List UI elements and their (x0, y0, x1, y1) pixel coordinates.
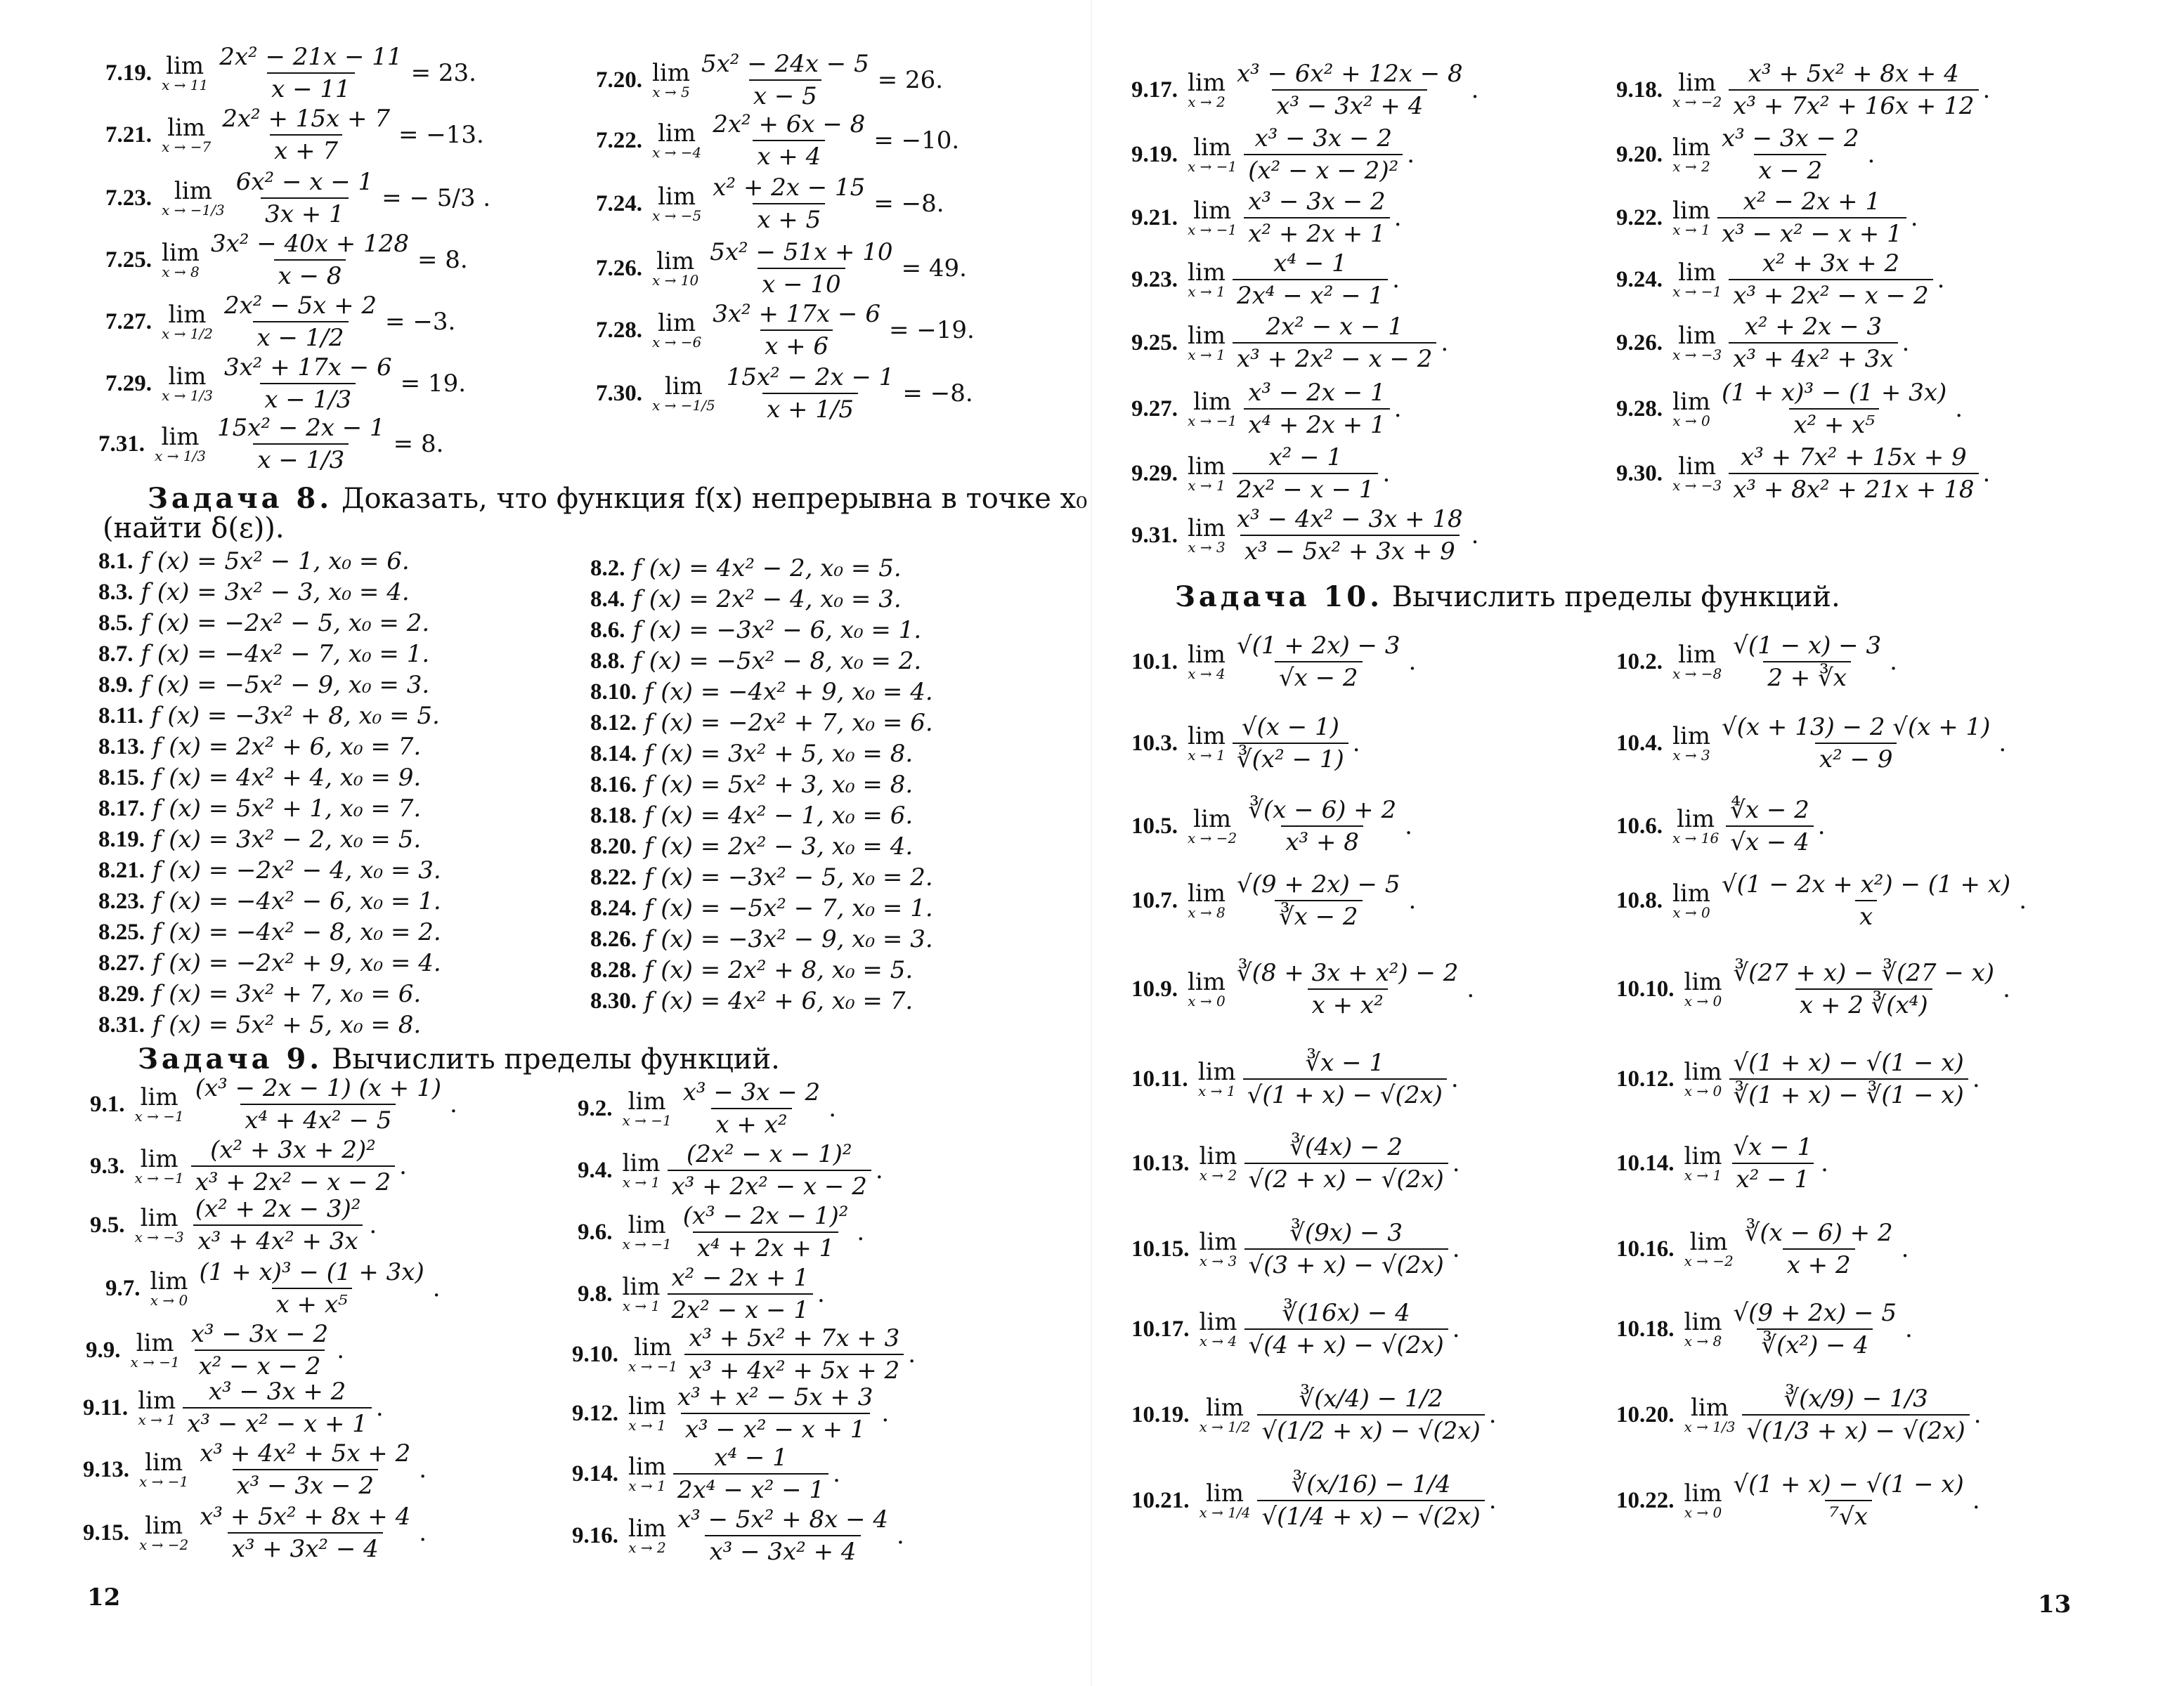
problem-8-4: 8.4. f (x) = 2x² − 4, x₀ = 3. (590, 585, 902, 613)
problem-10-13: 10.13. lim x → 2 ∛(4x) − 2 √(2 + x) − √(2x) . (1131, 1133, 1460, 1194)
problem-8-9: 8.9. f (x) = −5x² − 9, x₀ = 3. (98, 671, 430, 699)
problem-9-6: 9.6. lim x → −1 (x³ − 2x − 1)² x⁴ + 2x + 1 . (578, 1202, 865, 1262)
problem-9-4: 9.4. lim x → 1 (2x² − x − 1)² x³ + 2x² − x − 2 . (578, 1140, 883, 1201)
problem-7-21: 7.21. lim x → −7 $\frac{\text{2x² + 15x + 7}}{x + 7}$ = −13. (105, 105, 484, 165)
problem-7-26: 7.26. lim x → 10 $\frac{\text{5x² − 51x + 10}}{x - 10}$ = 49. (596, 238, 967, 299)
problem-8-7: 8.7. f (x) = −4x² − 7, x₀ = 1. (98, 640, 430, 668)
problem-9-10: 9.10. lim x → −1 x³ + 5x² + 7x + 3 x³ + 4x² + 5x + 2 . (572, 1324, 916, 1385)
problem-10-8: 10.8. lim x → 0 √(1 − 2x + x²) − (1 + x) x . (1616, 870, 2027, 931)
problem-8-31: 8.31. f (x) = 5x² + 5, x₀ = 8. (98, 1011, 422, 1039)
problem-8-5: 8.5. f (x) = −2x² − 5, x₀ = 2. (98, 609, 430, 637)
problem-8-19: 8.19. f (x) = 3x² − 2, x₀ = 5. (98, 825, 422, 854)
problem-10-6: 10.6. lim x → 16 ∜x − 2 √x − 4 . (1616, 796, 1826, 856)
page-number-left: 12 (87, 1583, 121, 1612)
problem-8-27: 8.27. f (x) = −2x² + 9, x₀ = 4. (98, 949, 441, 977)
problem-10-11: 10.11. lim x → 1 ∛x − 1 √(1 + x) − √(2x) . (1131, 1049, 1459, 1109)
problem-8-15: 8.15. f (x) = 4x² + 4, x₀ = 9. (98, 764, 422, 792)
problem-7-20: 7.20. lim x → 5 $\frac{\text{5x² − 24x − 5}}{x - 5}$ = 26. (596, 50, 944, 110)
problem-10-12: 10.12. lim x → 0 √(1 + x) − √(1 − x) ∛(1 + x) − ∛(1 − x) . (1616, 1049, 1980, 1109)
problem-9-2: 9.2. lim x → −1 x³ − 3x − 2 x + x² . (578, 1078, 836, 1139)
problem-10-15: 10.15. lim x → 3 ∛(9x) − 3 √(3 + x) − √(2x) . (1131, 1219, 1460, 1279)
problem-9-1: 9.1. lim x → −1 (x³ − 2x − 1) (x + 1) x⁴ + 4x² − 5 . (90, 1074, 457, 1135)
problem-7-19: 7.19. lim x → 11 $\frac{\text{2x² − 21x − 11}}{x - 11}$ = 23. (105, 43, 476, 103)
problem-10-17: 10.17. lim x → 4 ∛(16x) − 4 √(4 + x) − √(2x) . (1131, 1299, 1460, 1359)
problem-8-3: 8.3. f (x) = 3x² − 3, x₀ = 4. (98, 578, 410, 606)
task-10-heading: Задача 10. Вычислить пределы функций. (1175, 580, 1840, 613)
problem-9-21: 9.21. lim x → −1 x³ − 3x − 2 x² + 2x + 1 . (1131, 188, 1402, 248)
problem-10-20: 10.20. lim x → 1/3 ∛(x/9) − 1/3 √(1/3 + x) − √(2x) . (1616, 1385, 1982, 1445)
problem-10-16: 10.16. lim x → −2 ∛(x − 6) + 2 x + 2 . (1616, 1219, 1909, 1279)
problem-8-16: 8.16. f (x) = 5x² + 3, x₀ = 8. (590, 771, 914, 799)
problem-7-25: 7.25. lim x → 8 $\frac{\text{3x² − 40x + 128}}{x - 8}$ = 8. (105, 230, 468, 290)
problem-9-25: 9.25. lim x → 1 2x² − x − 1 x³ + 2x² − x − 2 . (1131, 313, 1449, 373)
problem-9-5: 9.5. lim x → −3 (x² + 2x − 3)² x³ + 4x² + 3x . (90, 1195, 377, 1255)
problem-10-4: 10.4. lim x → 3 √(x + 13) − 2 √(x + 1) x² − 9 . (1616, 713, 2007, 773)
problem-8-21: 8.21. f (x) = −2x² − 4, x₀ = 3. (98, 856, 441, 884)
problem-8-14: 8.14. f (x) = 3x² + 5, x₀ = 8. (590, 740, 914, 768)
problem-10-22: 10.22. lim x → 0 √(1 + x) − √(1 − x) ⁷√x . (1616, 1470, 1980, 1531)
problem-8-20: 8.20. f (x) = 2x² − 3, x₀ = 4. (590, 832, 914, 861)
problem-9-9: 9.9. lim x → −1 x³ − 3x − 2 x² − x − 2 . (86, 1320, 344, 1380)
problem-10-7: 10.7. lim x → 8 √(9 + 2x) − 5 ∛x − 2 . (1131, 870, 1417, 931)
problem-9-29: 9.29. lim x → 1 x² − 1 2x² − x − 1 . (1131, 443, 1391, 504)
problem-9-30: 9.30. lim x → −3 x³ + 7x² + 15x + 9 x³ + 8x² + 21x + 18 . (1616, 443, 1991, 504)
problem-9-19: 9.19. lim x → −1 x³ − 3x − 2 (x² − x − 2)² . (1131, 124, 1415, 185)
problem-9-28: 9.28. lim x → 0 (1 + x)³ − (1 + 3x) x² + x⁵ . (1616, 379, 1963, 439)
problem-9-13: 9.13. lim x → −1 x³ + 4x² + 5x + 2 x³ − 3x − 2 . (83, 1439, 427, 1500)
problem-7-28: 7.28. lim x → −6 $\frac{\text{3x² + 17x − 6}}{x + 6}$ = −19. (596, 300, 975, 360)
problem-9-14: 9.14. lim x → 1 x⁴ − 1 2x⁴ − x² − 1 . (572, 1444, 840, 1504)
problem-8-12: 8.12. f (x) = −2x² + 7, x₀ = 6. (590, 709, 933, 737)
problem-10-5: 10.5. lim x → −2 ∛(x − 6) + 2 x³ + 8 . (1131, 796, 1412, 856)
problem-9-23: 9.23. lim x → 1 x⁴ − 1 2x⁴ − x² − 1 . (1131, 249, 1400, 310)
problem-8-25: 8.25. f (x) = −4x² − 8, x₀ = 2. (98, 918, 441, 946)
problem-7-27: 7.27. lim x → 1/2 $\frac{\text{2x² − 5x + 2}}{x - 1/2}$ = −3. (105, 292, 456, 352)
problem-7-29: 7.29. lim x → 1/3 $\frac{\text{3x² + 17x − 6}}{x - 1/3}$ = 19. (105, 353, 467, 414)
problem-9-20: 9.20. lim x → 2 x³ − 3x − 2 x − 2 . (1616, 124, 1876, 185)
task-8-heading: Задача 8. Доказать, что функция f(x) непрерывна в точке x₀ (148, 482, 1088, 515)
right-page (1092, 0, 2184, 1686)
problem-8-2: 8.2. f (x) = 4x² − 2, x₀ = 5. (590, 554, 902, 582)
problem-8-10: 8.10. f (x) = −4x² + 9, x₀ = 4. (590, 678, 933, 706)
problem-8-13: 8.13. f (x) = 2x² + 6, x₀ = 7. (98, 733, 422, 761)
problem-9-24: 9.24. lim x → −1 x² + 3x + 2 x³ + 2x² − x − 2 . (1616, 249, 1945, 310)
problem-7-23: 7.23. lim x → −1/3 $\frac{\text{6x² − x − 1}}{3x + 1}$ = − 5/3 . (105, 168, 491, 228)
problem-8-22: 8.22. f (x) = −3x² − 5, x₀ = 2. (590, 863, 933, 891)
problem-8-28: 8.28. f (x) = 2x² + 8, x₀ = 5. (590, 956, 914, 984)
problem-9-8: 9.8. lim x → 1 x² − 2x + 1 2x² − x − 1 . (578, 1264, 825, 1324)
problem-9-11: 9.11. lim x → 1 x³ − 3x + 2 x³ − x² − x + 1 . (83, 1378, 384, 1438)
problem-9-15: 9.15. lim x → −2 x³ + 5x² + 8x + 4 x³ + 3x² − 4 . (83, 1503, 427, 1563)
problem-8-24: 8.24. f (x) = −5x² − 7, x₀ = 1. (590, 894, 933, 922)
problem-9-27: 9.27. lim x → −1 x³ − 2x − 1 x⁴ + 2x + 1 . (1131, 379, 1402, 439)
problem-9-16: 9.16. lim x → 2 x³ − 5x² + 8x − 4 x³ − 3x² + 4 . (572, 1505, 904, 1566)
problem-8-1: 8.1. f (x) = 5x² − 1, x₀ = 6. (98, 547, 410, 575)
problem-10-21: 10.21. lim x → 1/4 ∛(x/16) − 1/4 √(1/4 + x) − √(2x) . (1131, 1470, 1497, 1531)
task-8-heading-cont: (найти δ(ε)). (103, 512, 285, 544)
problem-8-23: 8.23. f (x) = −4x² − 6, x₀ = 1. (98, 887, 441, 915)
problem-8-11: 8.11. f (x) = −3x² + 8, x₀ = 5. (98, 702, 440, 730)
problem-10-14: 10.14. lim x → 1 √x − 1 x² − 1 . (1616, 1133, 1828, 1194)
problem-8-6: 8.6. f (x) = −3x² − 6, x₀ = 1. (590, 616, 922, 644)
problem-9-17: 9.17. lim x → 2 x³ − 6x² + 12x − 8 x³ − 3x² + 4 . (1131, 60, 1479, 120)
problem-9-3: 9.3. lim x → −1 (x² + 3x + 2)² x³ + 2x² − x − 2 . (90, 1136, 407, 1196)
problem-10-3: 10.3. lim x → 1 √(x − 1) ∛(x² − 1) . (1131, 713, 1360, 773)
problem-9-7: 9.7. lim x → 0 (1 + x)³ − (1 + 3x) x + x⁵ . (105, 1258, 441, 1319)
problem-7-30: 7.30. lim x → −1/5 $\frac{\text{15x² − 2x − 1}}{x + 1/5}$ = −8. (596, 363, 973, 424)
problem-8-18: 8.18. f (x) = 4x² − 1, x₀ = 6. (590, 802, 914, 830)
page-number-right: 13 (2038, 1590, 2072, 1619)
problem-9-22: 9.22. lim x → 1 x² − 2x + 1 x³ − x² − x + 1 . (1616, 188, 1918, 248)
problem-8-29: 8.29. f (x) = 3x² + 7, x₀ = 6. (98, 980, 422, 1008)
problem-7-31: 7.31. lim x → 1/3 $\frac{\text{15x² − 2x − 1}}{x - 1/3}$ = 8. (98, 414, 444, 474)
problem-8-30: 8.30. f (x) = 4x² + 6, x₀ = 7. (590, 987, 914, 1015)
problem-10-18: 10.18. lim x → 8 √(9 + 2x) − 5 ∛(x²) − 4 . (1616, 1299, 1913, 1359)
problem-8-26: 8.26. f (x) = −3x² − 9, x₀ = 3. (590, 925, 933, 953)
problem-9-26: 9.26. lim x → −3 x² + 2x − 3 x³ + 4x² + 3x . (1616, 313, 1910, 373)
problem-10-9: 10.9. lim x → 0 ∛(8 + 3x + x²) − 2 x + x² . (1131, 959, 1475, 1019)
problem-9-18: 9.18. lim x → −2 x³ + 5x² + 8x + 4 x³ + 7x² + 16x + 12 . (1616, 60, 1991, 120)
problem-7-24: 7.24. lim x → −5 $\frac{\text{x² + 2x − 15}}{x + 5}$ = −8. (596, 174, 944, 234)
problem-8-8: 8.8. f (x) = −5x² − 8, x₀ = 2. (590, 647, 922, 675)
problem-10-1: 10.1. lim x → 4 √(1 + 2x) − 3 √x − 2 . (1131, 632, 1417, 692)
problem-7-22: 7.22. lim x → −4 $\frac{\text{2x² + 6x − 8}}{x + 4}$ = −10. (596, 110, 960, 171)
problem-8-17: 8.17. f (x) = 5x² + 1, x₀ = 7. (98, 795, 422, 823)
task-9-heading: Задача 9. Вычислить пределы функций. (138, 1043, 780, 1076)
problem-10-2: 10.2. lim x → −8 √(1 − x) − 3 2 + ∛x . (1616, 632, 1897, 692)
problem-9-31: 9.31. lim x → 3 x³ − 4x² − 3x + 18 x³ − 5x² + 3x + 9 . (1131, 505, 1479, 566)
problem-10-19: 10.19. lim x → 1/2 ∛(x/4) − 1/2 √(1/2 + x) − √(2x) . (1131, 1385, 1497, 1445)
problem-10-10: 10.10. lim x → 0 ∛(27 + x) − ∛(27 − x) x + 2 ∛(x⁴) . (1616, 959, 2010, 1019)
problem-9-12: 9.12. lim x → 1 x³ + x² − 5x + 3 x³ − x² − x + 1 . (572, 1383, 890, 1444)
